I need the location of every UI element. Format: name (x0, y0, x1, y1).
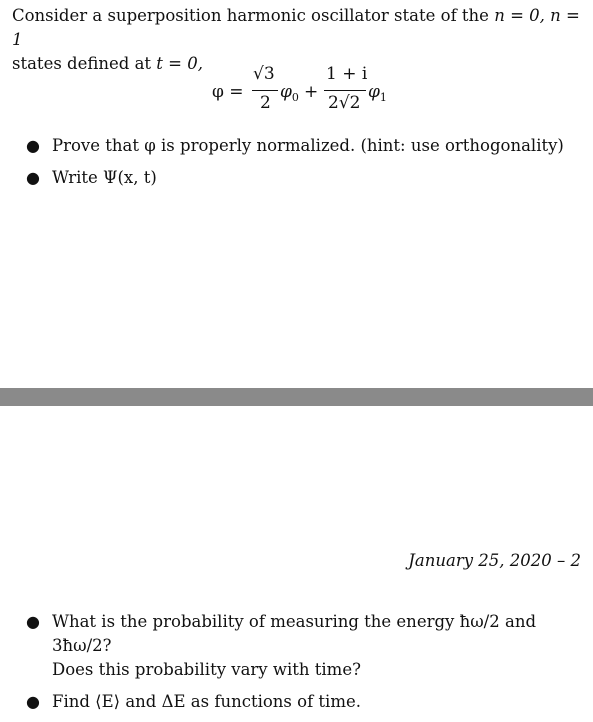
bullet-icon: ● (26, 168, 40, 187)
list-item (24, 690, 589, 714)
term-2 (368, 82, 387, 102)
bullet-icon: ● (26, 692, 40, 711)
bullet-text (52, 610, 589, 682)
phi-symbol: φ (368, 82, 380, 102)
bullet-line-2: Does this probability vary with time? (52, 660, 361, 679)
term-1-subscript: 0 (291, 91, 299, 104)
bullet-icon: ● (26, 136, 40, 155)
fraction-1-bar (252, 90, 278, 91)
equation-lhs: φ = (212, 82, 244, 102)
slide-divider (0, 388, 593, 406)
bottom-bullet-list (24, 610, 589, 722)
wavefunction-equation (212, 62, 412, 120)
intro-text-2: states defined at (12, 54, 157, 73)
list-item (24, 610, 589, 682)
phi-symbol: φ (280, 82, 292, 102)
intro-line-1 (12, 4, 587, 52)
fraction-2-bar (324, 90, 366, 91)
bullet-text: Write Ψ(x, t) (52, 168, 157, 187)
intro-text-1: Consider a superposition harmonic oscillator state of the (12, 6, 495, 25)
bullet-line-1: What is the probability of measuring the energy ħω/2 and 3ħω/2? (52, 612, 537, 655)
intro-math-2: t = 0, (156, 54, 203, 73)
list-item (24, 166, 589, 190)
slide-footer: January 25, 2020 – 2 (408, 551, 581, 570)
fraction-1-denominator: 2 (260, 93, 271, 113)
bullet-text: Find ⟨E⟩ and ΔE as functions of time. (52, 692, 361, 711)
list-item (24, 134, 589, 158)
term-2-subscript: 1 (379, 91, 387, 104)
bullet-text: Prove that φ is properly normalized. (hint: use orthogonality) (52, 136, 564, 155)
bullet-icon: ● (26, 612, 40, 631)
fraction-2-numerator: 1 + i (326, 64, 368, 84)
intro-math-1: n = 0, n = 1 (12, 6, 580, 49)
fraction-2-denominator: 2√2 (328, 93, 361, 113)
fraction-1-numerator: √3 (253, 64, 275, 84)
top-bullet-list (24, 134, 589, 198)
term-1 (280, 82, 299, 102)
plus-sign: + (304, 82, 319, 102)
